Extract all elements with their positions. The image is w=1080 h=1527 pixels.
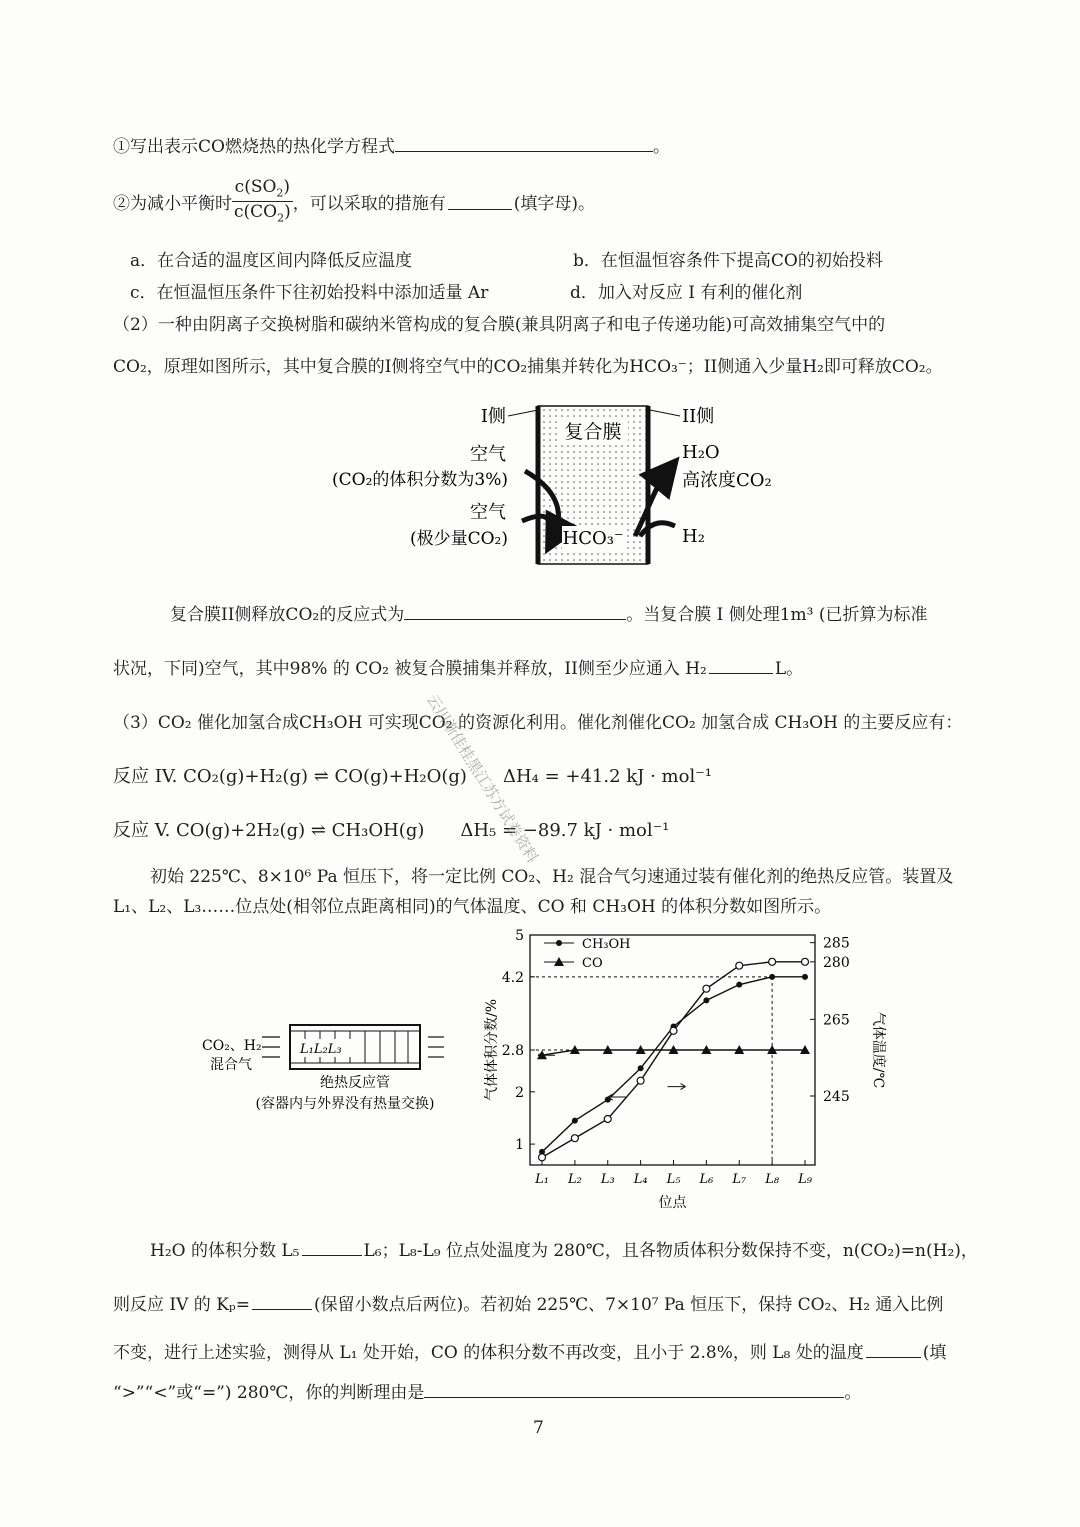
- ch3oh-point: [736, 982, 742, 988]
- q2-prefix: ②为减小平衡时: [113, 193, 232, 214]
- answer-blank[interactable]: [709, 657, 773, 674]
- part3-line1: （3）CO₂ 催化加氢合成CH₃OH 可实现CO₂ 的资源化利用。催化剂催化CO₂ 加氢合成 CH₃OH 的主要反应有：: [113, 713, 963, 733]
- q4-line1: [150, 1236, 978, 1261]
- q3-text-a1: 复合膜II侧释放CO₂的反应式为: [170, 605, 405, 625]
- q3-line1: [170, 600, 928, 625]
- temperature-point: [703, 985, 710, 992]
- ch3oh-point: [769, 974, 775, 980]
- q4-text-l1a: H₂O 的体积分数 L₅: [150, 1241, 300, 1261]
- q1-end: 。: [652, 137, 670, 157]
- q4-text-l3a: 不变，进行上述实验，测得从 L₁ 处开始，CO 的体积分数不再改变，且小于 2.8%，则 L₈ 处的温度: [113, 1343, 864, 1363]
- legend-label-co: CO: [582, 956, 603, 971]
- air-out-label: 空气: [470, 502, 506, 523]
- numerator-sub: 2: [276, 186, 284, 200]
- option-d: d．加入对反应 I 有利的催化剂: [570, 283, 803, 303]
- tube-site-labels: L₁L₂L₃: [300, 1042, 342, 1057]
- membrane-diagram: [290, 396, 790, 576]
- air-out-note: (极少量CO₂): [409, 529, 508, 549]
- series-line: [542, 962, 805, 1158]
- q4-text-l1b: L₆；L₈-L₉ 位点处温度为 280℃，且各物质体积分数保持不变，n(CO₂)=n(H₂)，: [363, 1241, 978, 1261]
- temperature-point: [769, 958, 776, 965]
- q3-line2: [113, 654, 803, 679]
- y-tick-label: 2.8: [501, 1043, 524, 1059]
- conditions-line1: 初始 225℃、8×10⁶ Pa 恒压下，将一定比例 CO₂、H₂ 混合气匀速通过装有催化剂的绝热反应管。装置及: [150, 867, 954, 887]
- page-number: 7: [533, 1418, 544, 1438]
- x-tick-label: L₆: [699, 1172, 714, 1187]
- air-in-label: 空气: [470, 444, 506, 465]
- reaction-v: 反应 V. CO(g)+2H₂(g) ⇌ CH₃OH(g) ΔH₅ = −89.7 kJ · mol⁻¹: [113, 820, 670, 841]
- y-tick-label: 4.2: [501, 969, 524, 986]
- co2-out-label: 高浓度CO₂: [682, 470, 772, 491]
- y2-tick-label: 285: [823, 935, 850, 952]
- reaction-iv: 反应 IV. CO₂(g)+H₂(g) ⇌ CO(g)+H₂O(g) ΔH₄ = +41.2 kJ · mol⁻¹: [113, 766, 712, 787]
- x-tick-label: L₈: [765, 1172, 780, 1187]
- reactor-caption: 绝热反应管: [320, 1075, 390, 1091]
- answer-blank[interactable]: [866, 1341, 921, 1358]
- right-axis-arrow-icon: [668, 1084, 686, 1090]
- side-ii-label: II侧: [682, 406, 715, 427]
- membrane-title: 复合膜: [564, 421, 622, 443]
- x-tick-label: L₁: [535, 1172, 549, 1187]
- air-in-note: (CO₂的体积分数为3%): [332, 470, 508, 490]
- legend-label-ch3oh: CH₃OH: [582, 937, 631, 952]
- q3-text-b2: L。: [774, 659, 804, 679]
- h2o-label: H₂O: [682, 442, 720, 463]
- conditions-line2: L₁、L₂、L₃……位点处(相邻位点距离相同)的气体温度、CO 和 CH₃OH 的体积分数如图所示。: [113, 897, 832, 917]
- answer-blank[interactable]: [448, 193, 512, 210]
- y-tick-label: 5: [515, 928, 524, 944]
- q4-text-l4b: 。: [844, 1383, 862, 1403]
- x-tick-label: L₇: [732, 1172, 747, 1187]
- fraction-numerator: c(SO: [234, 177, 277, 198]
- temperature-point: [802, 958, 809, 965]
- answer-blank[interactable]: [252, 1293, 312, 1310]
- inlet-arrows-icon: [262, 1037, 280, 1057]
- q4-line2: [113, 1290, 943, 1315]
- reactor-note: (容器内与外界没有热量交换): [255, 1096, 435, 1112]
- h2-label: H₂: [682, 526, 705, 547]
- denominator-sub: 2: [277, 210, 285, 224]
- question-1: [113, 132, 670, 157]
- x-tick-label: L₃: [600, 1172, 615, 1187]
- temperature-point: [736, 962, 743, 969]
- ch3oh-point: [802, 974, 808, 980]
- q4-line3: [113, 1338, 946, 1363]
- q2-suffix: ，可以采取的措施有: [292, 193, 446, 214]
- q2-tail: (填字母)。: [513, 193, 596, 214]
- inlet-label: CO₂、H₂: [202, 1038, 262, 1054]
- x-tick-label: L₅: [666, 1172, 681, 1187]
- watermark: 云川渐佳桂黑江苏方试卷资料: [423, 691, 542, 866]
- y-tick-label: 2: [515, 1084, 524, 1101]
- legend-marker-ch3oh: [556, 940, 562, 946]
- q1-text: ①写出表示CO燃烧热的热化学方程式: [113, 137, 395, 157]
- chart: [480, 920, 890, 1215]
- x-axis-label: 位点: [658, 1195, 687, 1211]
- part2-line2: CO₂，原理如图所示，其中复合膜的I侧将空气中的CO₂捕集并转化为HCO₃⁻；II侧通入少量H₂即可释放CO₂。: [113, 357, 943, 377]
- fraction-denominator: c(CO: [234, 201, 278, 222]
- temperature-point: [637, 1077, 644, 1084]
- q4-text-l2a: 则反应 IV 的 Kₚ=: [113, 1295, 250, 1315]
- x-tick-label: L₂: [567, 1172, 582, 1187]
- y2-tick-label: 265: [823, 1012, 850, 1029]
- side-i-label: I侧: [480, 406, 506, 427]
- left-axis-arrow-icon: [608, 1094, 626, 1100]
- answer-blank[interactable]: [395, 135, 653, 152]
- temperature-point: [571, 1135, 578, 1142]
- q4-line4: [113, 1378, 861, 1403]
- y2-axis-label: 气体温度/℃: [870, 1011, 886, 1089]
- answer-blank[interactable]: [424, 1381, 844, 1398]
- y-tick-label: 1: [515, 1137, 524, 1154]
- ch3oh-point: [638, 1065, 644, 1071]
- x-tick-label: L₉: [798, 1172, 812, 1187]
- temperature-point: [539, 1154, 546, 1161]
- x-tick-label: L₄: [633, 1172, 648, 1187]
- q3-text-b1: 状况，下同)空气，其中98% 的 CO₂ 被复合膜捕集并释放，II侧至少应通入 H₂: [113, 659, 707, 679]
- ch3oh-point: [703, 997, 709, 1003]
- answer-blank[interactable]: [302, 1239, 362, 1256]
- outlet-arrows-icon: [428, 1037, 444, 1057]
- option-c: c．在恒温恒压条件下往初始投料中添加适量 Ar: [130, 283, 489, 303]
- hco3-label: HCO₃⁻: [562, 528, 624, 549]
- series-line: [542, 977, 805, 1152]
- ch3oh-point: [572, 1118, 578, 1124]
- answer-blank[interactable]: [404, 603, 626, 620]
- q3-text-a2: 。当复合膜 I 侧处理1m³ (已折算为标准: [626, 605, 928, 625]
- option-a: a．在合适的温度区间内降低反应温度: [130, 251, 413, 271]
- question-2: [113, 174, 595, 228]
- option-b: b．在恒温恒容条件下提高CO的初始投料: [573, 251, 883, 271]
- ratio-fraction: $\frac{c(SO_2)}{c(CO_2)}$: [234, 177, 291, 224]
- part2-line1: （2）一种由阴离子交换树脂和碳纳米管构成的复合膜(兼具阴离子和电子传递功能)可高效捕集空气中的: [113, 315, 886, 335]
- temperature-point: [670, 1027, 677, 1034]
- y2-tick-label: 280: [823, 954, 850, 971]
- q4-text-l3b: (填: [922, 1343, 947, 1363]
- y2-tick-label: 245: [823, 1089, 850, 1105]
- q4-text-l2b: (保留小数点后两位)。若初始 225℃、7×10⁷ Pa 恒压下，保持 CO₂、H₂ 通入比例: [313, 1295, 944, 1315]
- inlet-label-2: 混合气: [210, 1057, 252, 1073]
- temperature-point: [604, 1116, 611, 1123]
- reactor-diagram: [190, 1015, 460, 1120]
- y-axis-label: 气体体积分数/%: [484, 998, 500, 1102]
- q4-text-l4a: “>”“<”或“=”) 280℃，你的判断理由是: [113, 1383, 425, 1403]
